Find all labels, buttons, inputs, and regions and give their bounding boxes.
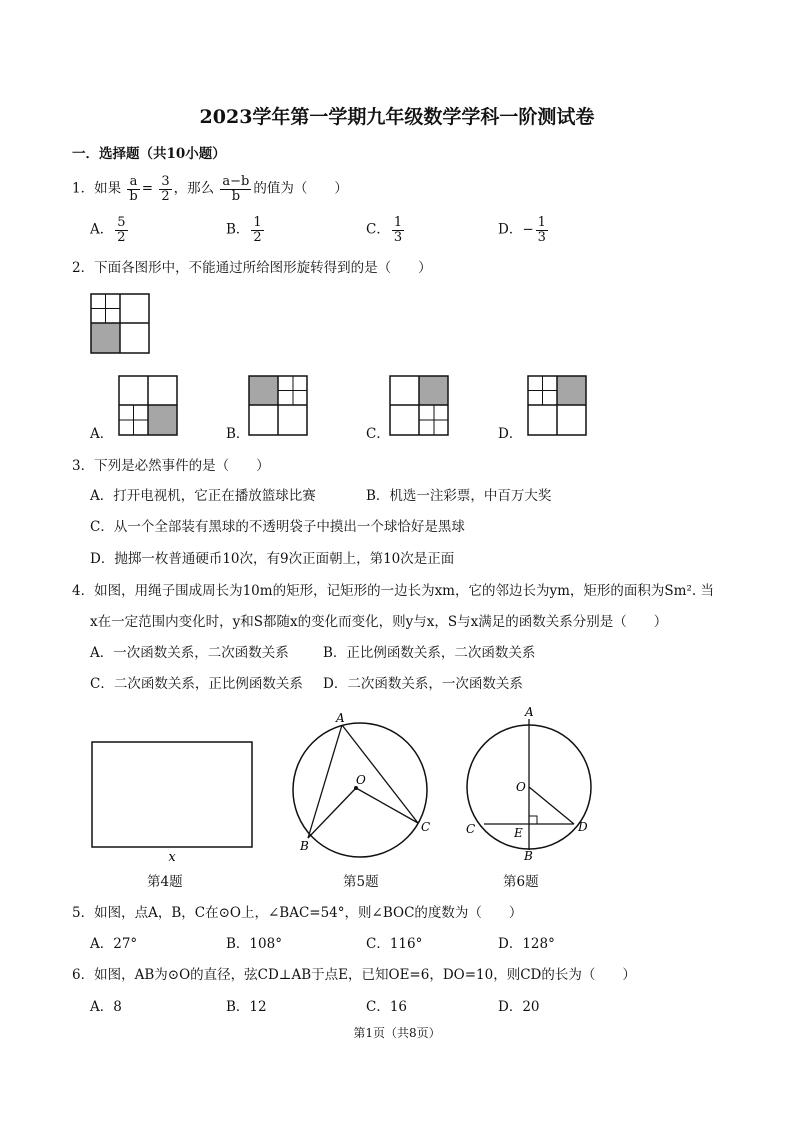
q6-option-d: D．20 — [498, 999, 540, 1015]
page-footer: 第1页（共8页） — [353, 1026, 441, 1040]
q3-option-c: C．从一个全部装有黑球的不透明袋子中摸出一个球恰好是黑球 — [90, 519, 465, 535]
question-2: 2．下面各图形中，不能通过所给图形旋转得到的是（ ） — [72, 260, 432, 276]
q4-option-d: D．二次函数关系，一次函数关系 — [323, 676, 523, 692]
figure-5-caption: 第5题 — [343, 874, 379, 890]
q2-option-c-label: C． — [366, 426, 390, 442]
fig6-label-d: D — [578, 820, 588, 834]
figure-6-caption: 第6题 — [503, 874, 539, 890]
q5-option-b: B．108° — [226, 936, 282, 952]
q2-given-figure — [90, 293, 152, 355]
question-3: 3．下列是必然事件的是（ ） — [72, 458, 270, 474]
q4-option-c: C．二次函数关系，正比例函数关系 — [90, 676, 303, 692]
figure-4-rectangle — [90, 740, 256, 865]
fig4-x-label: x — [168, 850, 176, 865]
q1-number: 1． — [72, 180, 95, 197]
fig6-label-e: E — [514, 826, 523, 840]
question-6: 6．如图，AB为⊙O的直径，弦CD⊥AB于点E，已知OE=6，DO=10，则CD的长为（ ） — [72, 967, 636, 983]
figure-4-caption: 第4题 — [147, 874, 183, 890]
q3-option-a: A．打开电视机，它正在播放篮球比赛 — [90, 488, 316, 504]
q3-option-b: B．机选一注彩票，中百万大奖 — [366, 488, 552, 504]
q4-option-a: A．一次函数关系，二次函数关系 — [90, 645, 289, 661]
q1-option-a: A． $\frac{5}{2}$ — [90, 215, 126, 245]
q2-option-a-figure — [118, 375, 180, 437]
figure-5-circle — [286, 708, 442, 868]
q6-option-c: C．16 — [366, 999, 408, 1015]
q3-option-d: D．抛掷一枚普通硬币10次，有9次正面朝上，第10次是正面 — [90, 551, 455, 567]
q1-option-c: C． $\frac{1}{3}$ — [366, 215, 403, 245]
q5-option-c: C．116° — [366, 936, 423, 952]
fig6-label-o: O — [516, 780, 526, 794]
q1-fraction-amb-b: $\frac{a-b}{b}$ — [222, 174, 250, 204]
question-4-line2: x在一定范围内变化时，y和S都随x的变化而变化，则y与x，S与x满足的函数关系分别是（ ） — [90, 614, 668, 630]
q2-option-a-label: A． — [90, 426, 114, 442]
exam-title: 2023学年第一学期九年级数学学科一阶测试卷 — [199, 106, 595, 128]
q6-option-a: A．8 — [90, 999, 122, 1015]
q1-mid: ，那么 — [173, 180, 215, 197]
q2-option-d-label: D． — [498, 426, 523, 442]
fig5-label-a: A — [336, 711, 345, 725]
q2-option-b-figure — [248, 375, 310, 437]
question-4-line1: 4．如图，用绳子围成周长为10m的矩形，记矩形的一边长为xm，它的邻边长为ym，矩形的面积为Sm². 当 — [72, 583, 714, 599]
question-5: 5．如图，点A，B，C在⊙O上，∠BAC=54°，则∠BOC的度数为（ ） — [72, 905, 523, 921]
section-heading: 一．选择题（共10小题） — [72, 146, 226, 162]
q2-option-b-label: B． — [226, 426, 250, 442]
q1-option-d: D．− $\frac{1}{3}$ — [498, 215, 546, 245]
fig5-label-o: O — [356, 773, 366, 787]
q5-option-d: D．128° — [498, 936, 555, 952]
q1-fraction-3-2: $\frac{3}{2}$ — [161, 174, 170, 204]
q5-option-a: A．27° — [90, 936, 138, 952]
figure-6-circle — [458, 704, 608, 866]
q2-option-d-figure — [527, 375, 589, 437]
q4-option-b: B．正比例函数关系，二次函数关系 — [323, 645, 536, 661]
q1-pre: 如果 — [94, 180, 122, 197]
question-1: 1．如果 $\frac{a}{b}$ = $\frac{3}{2}$ ，那么 $\frac{a-b}{b}$ 的值为（ ） — [72, 174, 348, 204]
fig6-label-a: A — [525, 705, 534, 719]
q6-option-b: B．12 — [226, 999, 267, 1015]
q1-fraction-a-b: $\frac{a}{b}$ — [129, 174, 138, 204]
fig5-label-c: C — [421, 820, 431, 834]
q2-option-c-figure — [389, 375, 451, 437]
fig5-label-b: B — [300, 839, 309, 853]
fig6-label-b: B — [524, 849, 533, 863]
fig6-label-c: C — [466, 822, 476, 836]
q1-option-b: B． $\frac{1}{2}$ — [226, 215, 262, 245]
q1-post: 的值为（ ） — [253, 180, 348, 197]
